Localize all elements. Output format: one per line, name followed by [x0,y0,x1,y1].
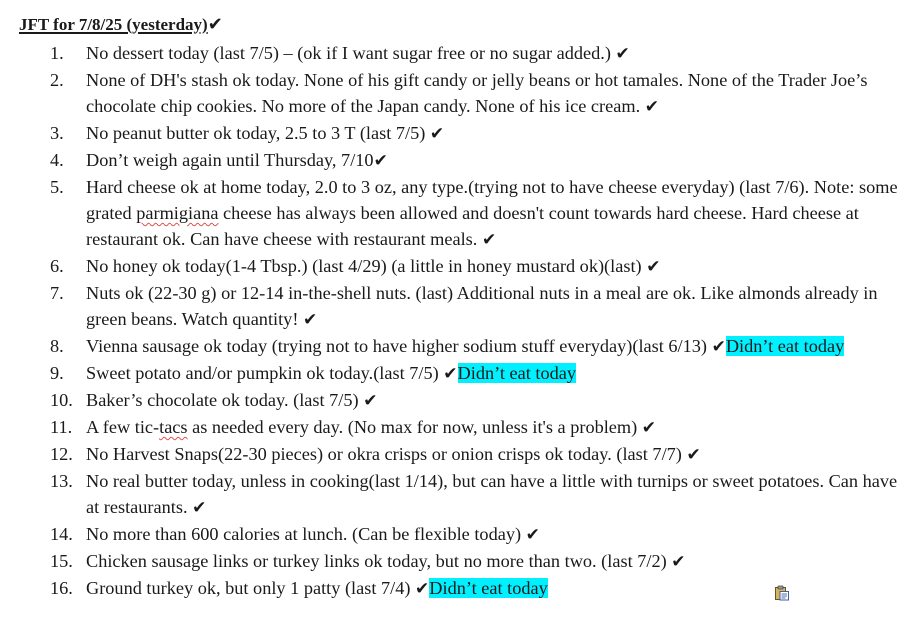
item-text: Don’t weigh again until Thursday, 7/10 [86,150,374,170]
highlighted-note: Didn’t eat today [725,336,845,356]
item-text: cheese has always been allowed and doesn't count towards hard cheese. Hard cheese at restaurant ok. Can have cheese with restaurant meals. [86,203,859,249]
item-text: A few tic- [86,417,160,437]
check-mark-icon: ✔ [415,579,430,599]
item-text: No peanut butter ok today, 2.5 to 3 T (last 7/5) [86,123,430,143]
spellcheck-word: parmigiana [136,203,219,223]
list-item [0,548,910,575]
highlighted-note: Didn’t eat today [429,578,548,598]
list-item [0,441,910,468]
item-text: Nuts ok (22-30 g) or 12-14 in-the-shell nuts. (last) Additional nuts in a meal are ok. Like almonds already in green beans. Watch quantity! [86,283,878,329]
list-item-number: 7. [50,283,64,303]
list-item-number: 16. [50,578,73,598]
check-mark-icon: ✔ [481,230,497,250]
item-text: None of DH's stash ok today. None of his gift candy or jelly beans or hot tamales. None of the Trader Joe’s chocolate chip cookies. No more of the Japan candy. None of his ice cream. [86,70,868,116]
list-item-number: 3. [50,123,64,143]
title-text: JFT for 7/8/25 (yesterday) [19,15,208,34]
item-text: Baker’s chocolate ok today. (last 7/5) [86,390,364,410]
check-mark-icon: ✔ [429,124,445,144]
item-text: as needed every day. (No max for now, unless it's a problem) [187,417,642,437]
list-item [0,253,910,280]
list-item [0,120,910,147]
check-mark-icon: ✔ [373,151,388,171]
check-mark-icon: ✔ [615,44,630,64]
list-item-number: 2. [50,70,64,90]
list-item [0,174,910,253]
list-item-number: 8. [50,336,64,356]
list-item-number: 4. [50,150,64,170]
document-title [19,13,223,37]
check-mark-icon: ✔ [711,337,726,357]
check-mark-icon: ✔ [302,310,318,330]
item-text: No honey ok today(1-4 Tbsp.) (last 4/29) (a little in honey mustard ok)(last) [86,256,647,276]
check-mark-icon: ✔ [644,97,659,117]
spellcheck-word: tacs [159,417,188,437]
list-item-number: 1. [50,43,64,63]
item-text: No Harvest Snaps(22-30 pieces) or okra crisps or onion crisps ok today. (last 7/7) [86,444,687,464]
item-text: Ground turkey ok, but only 1 patty (last 7/4) [86,578,416,598]
list-item [0,360,910,387]
list-item [0,387,910,414]
list-item [0,468,910,521]
list-item-number: 14. [50,524,73,544]
list-item-number: 9. [50,363,64,383]
check-mark-icon: ✔ [646,257,661,277]
list-item [0,280,910,333]
check-mark-icon: ✔ [443,364,458,384]
check-mark-icon: ✔ [641,418,657,438]
list-item-number: 11. [50,417,73,437]
title-check-icon: ✔ [207,14,223,35]
list-item [0,40,910,67]
list-item-number: 15. [50,551,73,571]
check-mark-icon: ✔ [525,525,540,545]
check-mark-icon: ✔ [671,552,686,572]
list-item [0,521,910,548]
list-item [0,147,910,174]
list-item-number: 6. [50,256,64,276]
list-item-number: 12. [50,444,73,464]
list-item-number: 13. [50,471,73,491]
check-mark-icon: ✔ [192,498,207,518]
item-text: No dessert today (last 7/5) – (ok if I want sugar free or no sugar added.) [86,43,616,63]
paste-options-icon[interactable] [774,585,790,601]
list-item [0,67,910,120]
list-item [0,333,910,360]
check-mark-icon: ✔ [363,391,378,411]
highlighted-note: Didn’t eat today [457,363,576,383]
numbered-list [0,40,910,602]
item-text: Chicken sausage links or turkey links ok today, but no more than two. (last 7/2) [86,551,672,571]
item-text: No real butter today, unless in cooking(last 1/14), but can have a little with turnips or sweet potatoes. Can have at restaurants. [86,471,898,517]
item-text: Sweet potato and/or pumpkin ok today.(last 7/5) [86,363,444,383]
item-text: Hard cheese ok at home today, 2.0 to 3 oz, any type.(trying not to have cheese everyday) (last 7/6). Note: some grated [86,177,898,223]
item-text: Vienna sausage ok today (trying not to have higher sodium stuff everyday)(last 6/13) [86,336,712,356]
item-text: No more than 600 calories at lunch. (Can be flexible today) [86,524,526,544]
check-mark-icon: ✔ [686,445,701,465]
list-item-number: 10. [50,390,73,410]
list-item-number: 5. [50,177,64,197]
list-item [0,414,910,441]
